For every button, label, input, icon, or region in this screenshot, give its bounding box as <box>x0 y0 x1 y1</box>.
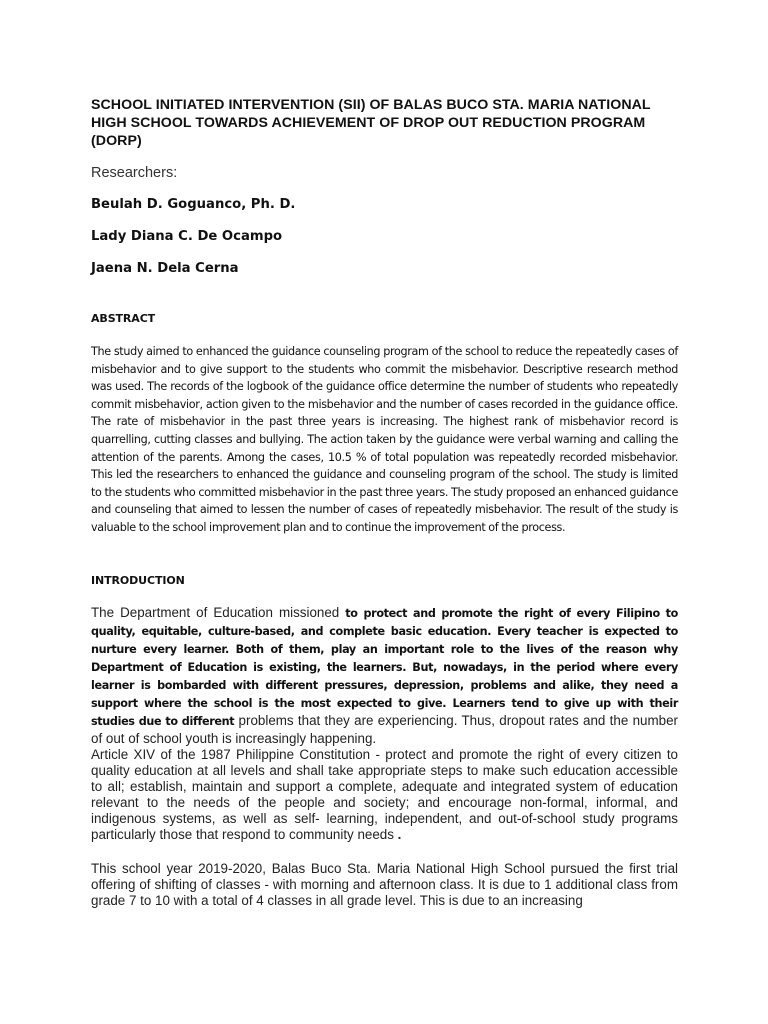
intro-text-start: The Department of Education missioned <box>91 604 346 620</box>
introduction-heading: INTRODUCTION <box>91 573 185 587</box>
author-3: Jaena N. Dela Cerna <box>91 261 239 276</box>
introduction-paragraph <box>91 604 678 747</box>
intro-text-bold: to protect and promote the right of every Filipino to quality, equitable, culture-based, and complete basic education. Every teacher is expected to nurture every learner. Both of them, play an important role to the lives of the reason why Department of Education is existing, the learners. But, nowadays, in the period where every learner is bombarded with different pressures, depression, problems and alike, they need a support where the school is the most expected to give. Learners tend to give up with their studies due to different <box>91 606 678 728</box>
author-2: Lady Diana C. De Ocampo <box>91 229 283 244</box>
abstract-text: The study aimed to enhanced the guidance counseling program of the school to reduce the repeatedly cases of misbehavior and to give support to the students who commit the misbehavior. Descriptive research method was used. The records of the logbook of the guidance office determine the number of students who repeatedly commit misbehavior, action given to the misbehavior and the number of cases recorded in the guidance office. The rate of misbehavior in the past three years is increasing. The highest rank of misbehavior record is quarrelling, cutting classes and bullying. The action taken by the guidance were verbal warning and calling the attention of the parents. Among the cases, 10.5 % of total population was repeatedly recorded misbehavior. This led the researchers to enhanced the guidance and counseling program of the school. The study is limited to the students who committed misbehavior in the past three years. The study proposed an enhanced guidance and counseling that aimed to lessen the number of cases of repeatedly misbehavior. The result of the study is valuable to the school improvement plan and to continue the improvement of the process. <box>91 345 678 534</box>
researchers-label: Researchers: <box>91 165 178 181</box>
author-1: Beulah D. Goguanco, Ph. D. <box>91 197 296 212</box>
paper-title: SCHOOL INITIATED INTERVENTION (SII) OF BALAS BUCO STA. MARIA NATIONAL HIGH SCHOOL TOWARDS ACHIEVEMENT OF DROP OUT REDUCTION PROGRAM (DORP) <box>91 97 651 149</box>
constitution-end: . <box>393 826 402 842</box>
document-page <box>91 96 678 909</box>
abstract-heading: ABSTRACT <box>91 312 156 325</box>
school-year-paragraph: This school year 2019-2020, Balas Buco Sta. Maria National High School pursued the first trial offering of shifting of classes - with morning and afternoon class. It is due to 1 additional class from grade 7 to 10 with a total of 4 classes in all grade level. This is due to an increasing <box>91 860 678 908</box>
intro-text-end: problems that they are experiencing. Thus, dropout rates and the number of out of school youth is increasingly happening. <box>91 712 678 746</box>
constitution-paragraph <box>91 747 678 843</box>
constitution-text: Article XIV of the 1987 Philippine Constitution - protect and promote the right of every citizen to quality education at all levels and shall take appropriate steps to make such education accessible to all; establish, maintain and support a complete, adequate and integrated system of education relevant to the needs of the people and society; and encourage non-formal, informal, and indigenous systems, as well as self- learning, independent, and out-of-school study programs particularly those that respond to community needs <box>91 746 678 842</box>
